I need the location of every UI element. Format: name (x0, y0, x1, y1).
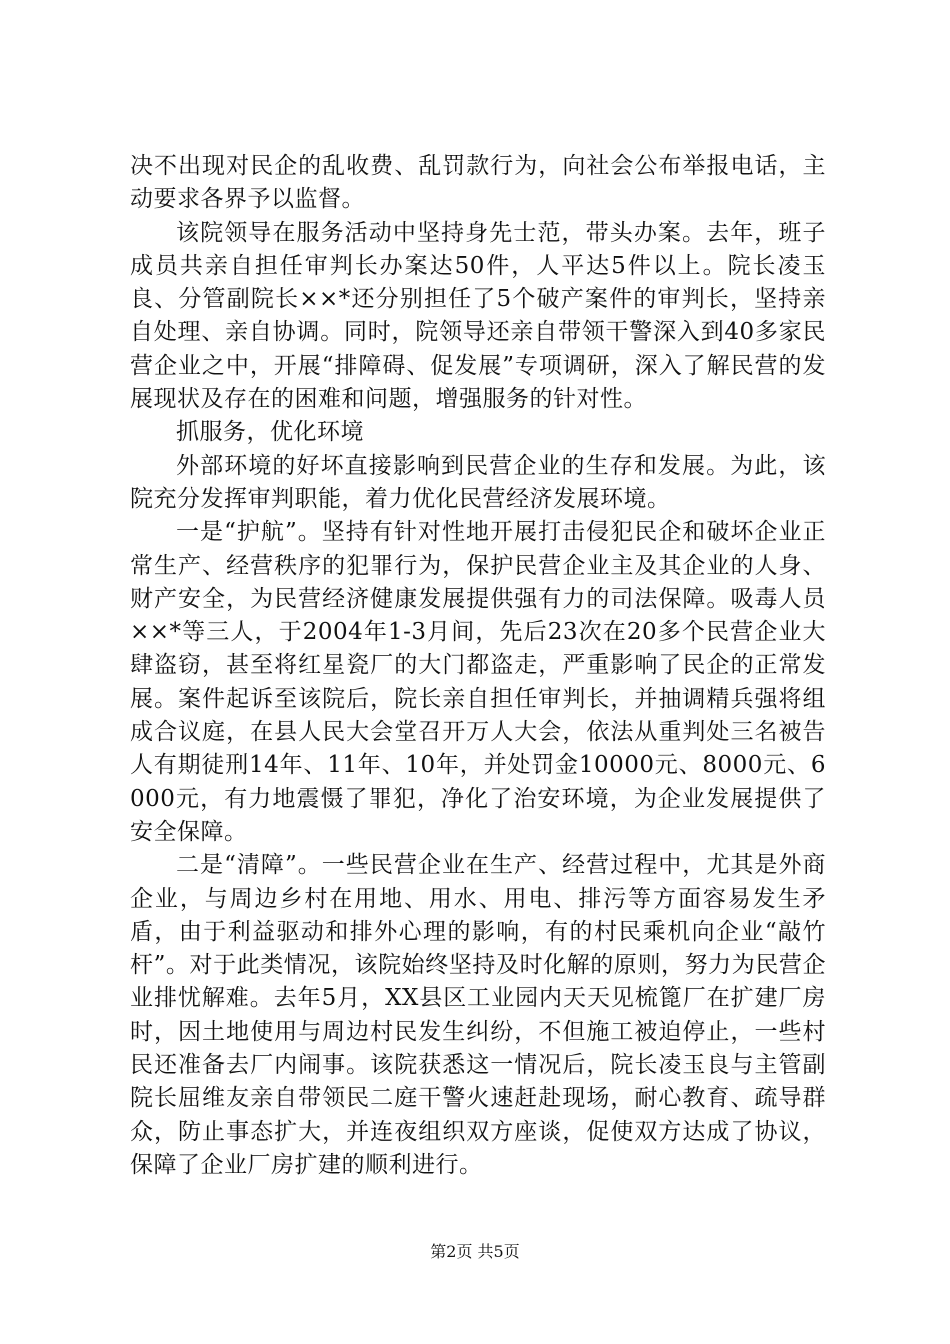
page-number-footer: 第2页 共5页 (430, 1242, 520, 1261)
paragraph-leadership: 该院领导在服务活动中坚持身先士范，带头办案。去年，班子成员共亲自担任审判长办案达50件，人平达5件以上。院长凌玉良、分管副院长××*还分别担任了5个破产案件的审判长，坚持亲自处理、亲自协调。同时，院领导还亲自带领干警深入到40多家民营企业之中，开展“排障碍、促发展”专项调研，深入了解民营的发展现状及存在的困难和问题，增强服务的针对性。 (130, 219, 826, 413)
paragraph-continuation: 决不出现对民企的乱收费、乱罚款行为，向社会公布举报电话，主动要求各界予以监督。 (130, 153, 826, 213)
paragraph-environment: 外部环境的好坏直接影响到民营企业的生存和发展。为此，该院充分发挥审判职能，着力优化民营经济发展环境。 (130, 452, 826, 512)
paragraph-clear-obstacles: 二是“清障”。一些民营企业在生产、经营过程中，尤其是外商企业，与周边乡村在用地、用水、用电、排污等方面容易发生矛盾，由于利益驱动和排外心理的影响，有的村民乘机向企业“敲竹杆”。对于此类情况，该院始终坚持及时化解的原则，努力为民营企业排忧解难。去年5月，XX县区工业园内天天见梳篦厂在扩建厂房时，因土地使用与周边村民发生纠纷，不但施工被迫停止，一些村民还准备去厂内闹事。该院获悉这一情况后，院长凌玉良与主管副院长屈维友亲自带领民二庭干警火速赶赴现场，耐心教育、疏导群众，防止事态扩大，并连夜组织双方座谈，促使双方达成了协议，保障了企业厂房扩建的顺利进行。 (130, 852, 826, 1178)
document-body (130, 150, 826, 1182)
paragraph-escort: 一是“护航”。坚持有针对性地开展打击侵犯民企和破坏企业正常生产、经营秩序的犯罪行为，保护民营企业主及其企业的人身、财产安全，为民营经济健康发展提供强有力的司法保障。吸毒人员××*等三人，于2004年1-3月间，先后23次在20多个民营企业大肆盗窃，甚至将红星瓷厂的大门都盗走，严重影响了民企的正常发展。案件起诉至该院后，院长亲自担任审判长，并抽调精兵强将组成合议庭，在县人民大会堂召开万人大会，依法从重判处三名被告人有期徒刑14年、11年、10年，并处罚金10000元、8000元、6000元，有力地震慑了罪犯，净化了治安环境，为企业发展提供了安全保障。 (130, 519, 826, 845)
section-heading: 抓服务，优化环境 (176, 419, 364, 446)
